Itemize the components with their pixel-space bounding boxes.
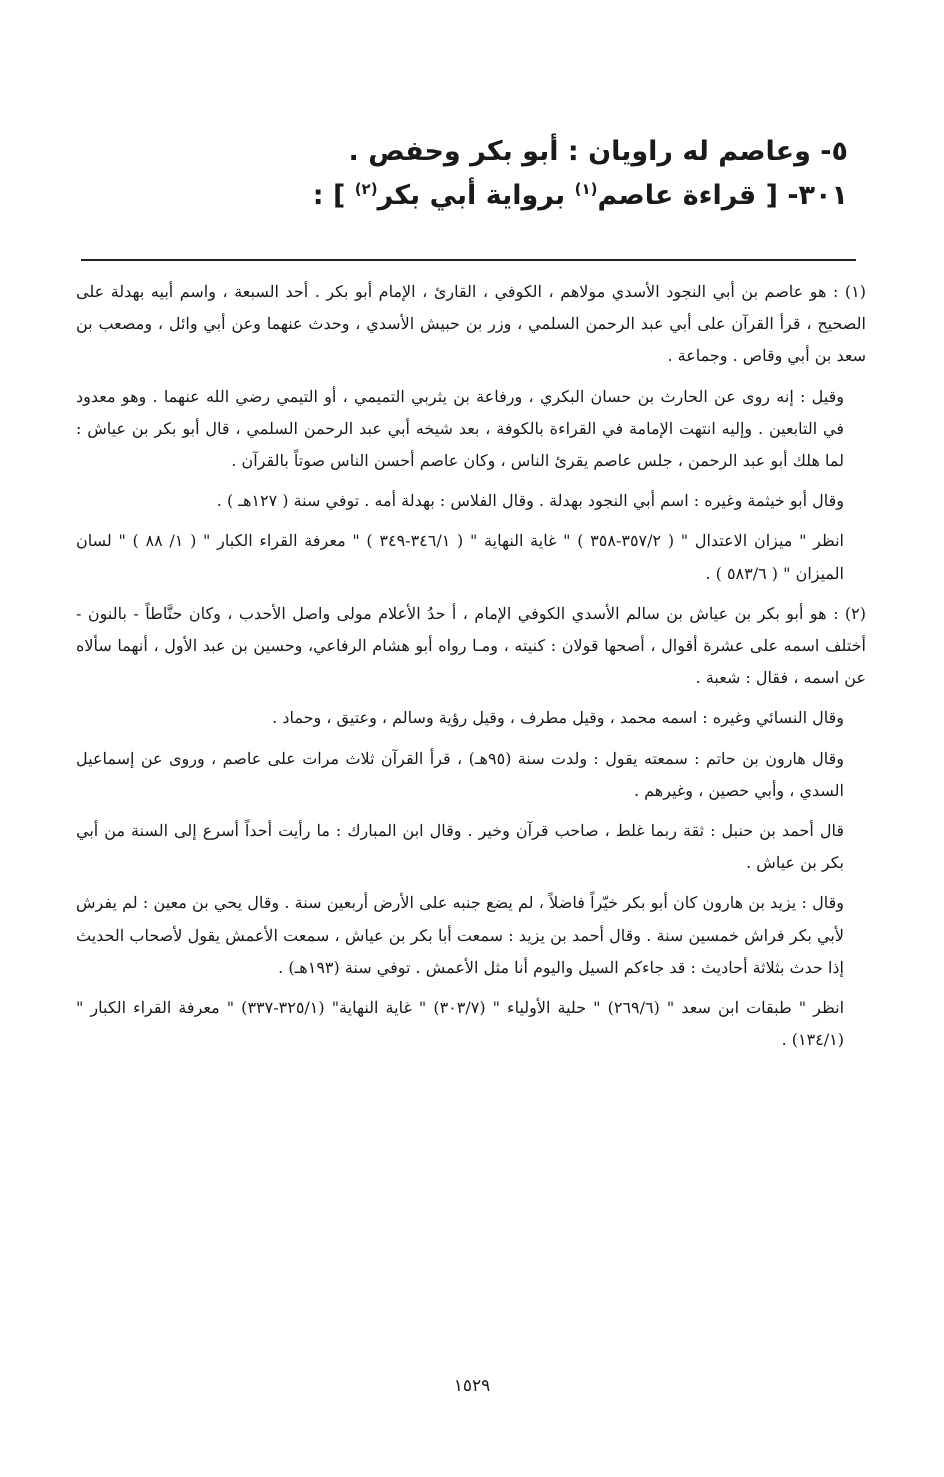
footnote-2-para-1 <box>76 598 866 695</box>
subsection-heading <box>228 176 848 216</box>
subsection-heading-text-a: ٣٠١- [ قراءة عاصم <box>597 180 848 211</box>
footnotes <box>76 276 866 1064</box>
footnote-1-marker: (١) : <box>832 282 866 301</box>
page-number: ١٥٢٩ <box>453 1376 491 1396</box>
subsection-heading-text-c: ] : <box>312 180 355 211</box>
footnote-2-para-3: وقال هارون بن حاتم : سمعته يقول : ولدت سنة (٩٥هـ) ، قرأ القرآن ثلاث مرات على عاصم ، وروى عن إسماعيل السدي ، وأبي حصين ، وغيرهم . <box>76 748 844 800</box>
footnote-separator <box>81 259 856 261</box>
footnote-2-para-2: وقال النسائي وغيره : اسمه محمد ، وقيل مطرف ، وقيل رؤية وسالم ، وعتيق ، وحماد . <box>272 708 844 728</box>
section-heading: ٥- وعاصم له راويان : أبو بكر وحفص . <box>348 136 848 167</box>
footnote-2-para-5: وقال : يزيد بن هارون كان أبو بكر خيّراً فاضلاً ، لم يضع جنبه على الأرض أربعين سنة . وقال يحي بن معين : لم يفرش لأبي بكر فراش خمسين سنة . وقال أحمد بن يزيد : سمعت أبا بكر بن عياش ، سمعت الأعمش يقول لأصحاب الحديث إذا حدث بثلاثة أحاديث : قد جاءكم السيل واليوم أنا مثل الأعمش . توفي سنة (١٩٣هـ) . <box>76 893 844 977</box>
footnote-1-para-3: وقال أبو خيثمة وغيره : اسم أبي النجود بهدلة . وقال الفلاس : بهدلة أمه . توفي سنة ( ١٢٧هـ ) . <box>216 491 844 511</box>
subsection-heading-text-b: برواية أبي بكر <box>377 180 575 211</box>
footnote-1-para-2: وقيل : إنه روى عن الحارث بن حسان البكري ، ورفاعة بن يثربي التميمي ، أو التيمي رضي الله عنهما . وهو معدود في التابعين . وإليه انتهت الإمامة في القراءة بالكوفة ، بعد شيخه أبي عبد الرحمن السلمي ، قال أبو بكر بن عياش : لما هلك أبو عبد الرحمن ، جلس عاصم يقرئ الناس ، وكان عاصم أحسن الناس صوتاً بالقرآن . <box>76 386 844 471</box>
footnote-ref-1: (١) <box>574 180 598 198</box>
footnote-1-para-1 <box>76 276 866 373</box>
footnote-ref-2: (٢) <box>354 180 378 198</box>
footnote-2-para-4: قال أحمد بن حنبل : ثقة ربما غلط ، صاحب قرآن وخير . وقال ابن المبارك : ما رأيت أحداً أسرع إلى السنة من أبي بكر بن عياش . <box>76 821 844 873</box>
footnote-1-text: هو عاصم بن أبي النجود الأسدي مولاهم ، الكوفي ، القارئ ، الإمام أبو بكر . أحد السبعة ، واسم أبيه بهدلة على الصحيح ، قرأ القرآن على أبي عبد الرحمن السلمي ، وزر بن حبيش الأسدي ، وحدث عنهما وعن أبي وائل ، ومصعب بن سعد بن أبي وقاص . وجماعة . <box>76 282 866 366</box>
footnote-2-text: هو أبو بكر بن عياش بن سالم الأسدي الكوفي الإمام ، أ حدُ الأعلام مولى واصل الأحدب ، وكان حنَّاطاً - بالنون - أختلف اسمه على عشرة أقوال ، أصحها قولان : كنيته ، ومـا رواه أبو هشام الرفاعي، وحسين بن عبد الأول ، أنهما سألاه عن اسمه ، فقال : شعبة . <box>76 603 867 688</box>
footnote-1-para-4: انظر " ميزان الاعتدال " ( ٣٥٧/٢-٣٥٨ ) " غاية النهاية " ( ٣٤٦/١-٣٤٩ ) " معرفة القراء الكبار " ( ١/ ٨٨ ) " لسان الميزان " ( ٥٨٣/٦ ) . <box>76 531 845 583</box>
footnote-2-marker: (٢) : <box>833 603 867 623</box>
footnote-2-para-6: انظر " طبقات ابن سعد " (٢٦٩/٦) " حلية الأولياء " (٣٠٣/٧) " غاية النهاية" (٣٢٥/١-٣٣٧) " معرفة القراء الكبار " (١٣٤/١) . <box>76 998 845 1050</box>
